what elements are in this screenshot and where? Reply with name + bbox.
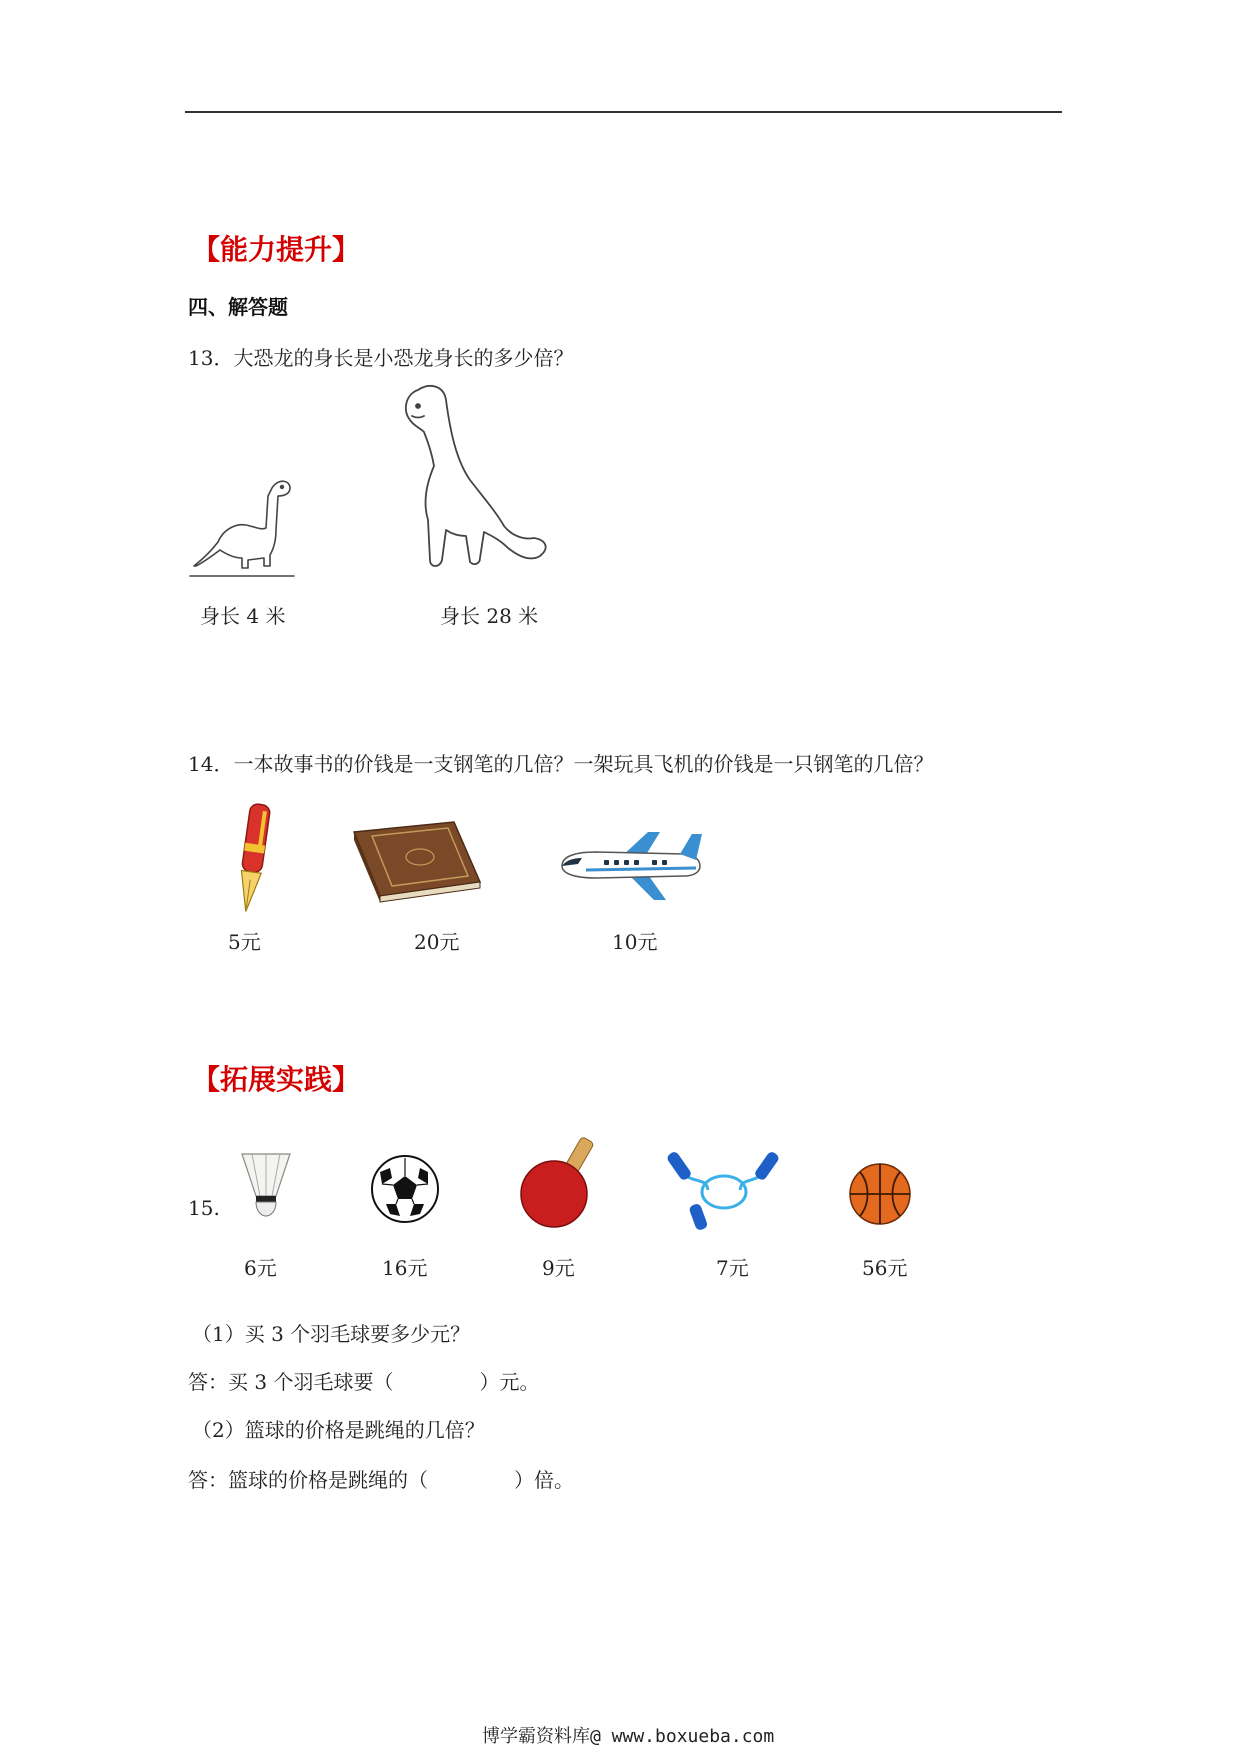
big-dinosaur-icon [400, 380, 555, 580]
shuttlecock-icon [236, 1150, 296, 1220]
big-dinosaur-label: 身长 28 米 [440, 604, 539, 628]
basketball-icon [848, 1162, 912, 1226]
header-rule [185, 111, 1062, 113]
answer-2-suffix: ）倍。 [514, 1468, 574, 1492]
jump-rope-price: 7元 [716, 1256, 749, 1280]
question-15-part-1: （1）买 3 个羽毛球要多少元？ [192, 1322, 471, 1346]
basketball-price: 56元 [862, 1256, 908, 1280]
part-heading: 四、解答题 [188, 295, 288, 319]
section-title-ability: 【能力提升】 [192, 233, 361, 266]
answer-15-part-1 [188, 1366, 539, 1395]
soccer-ball-price: 16元 [382, 1256, 428, 1280]
small-dinosaur-label: 身长 4 米 [200, 604, 286, 628]
answer-15-part-2 [188, 1464, 574, 1493]
airplane-icon [556, 826, 706, 904]
pen-icon [228, 800, 278, 920]
soccer-ball-icon [370, 1154, 440, 1224]
book-price: 20元 [414, 930, 460, 954]
answer-1-prefix: 答：买 3 个羽毛球要（ [188, 1370, 394, 1394]
answer-1-suffix: ）元。 [479, 1370, 540, 1394]
book-icon [350, 818, 485, 903]
section-title-practice: 【拓展实践】 [192, 1063, 361, 1096]
question-15-number: 15. [188, 1196, 220, 1220]
question-14: 14．一本故事书的价钱是一支钢笔的几倍？一架玩具飞机的价钱是一只钢笔的几倍？ [188, 752, 934, 776]
jump-rope-icon [668, 1150, 778, 1230]
airplane-price: 10元 [612, 930, 658, 954]
shuttlecock-price: 6元 [244, 1256, 277, 1280]
question-13: 13．大恐龙的身长是小恐龙身长的多少倍？ [188, 346, 574, 370]
ping-pong-paddle-icon [520, 1138, 600, 1230]
question-15-part-2: （2）篮球的价格是跳绳的几倍？ [192, 1418, 485, 1442]
answer-2-prefix: 答：篮球的价格是跳绳的（ [188, 1468, 428, 1492]
ping-pong-paddle-price: 9元 [542, 1256, 575, 1280]
pen-price: 5元 [228, 930, 261, 954]
footer-watermark: 博学霸资料库@ www.boxueba.com [482, 1726, 775, 1747]
small-dinosaur-icon [190, 470, 300, 585]
